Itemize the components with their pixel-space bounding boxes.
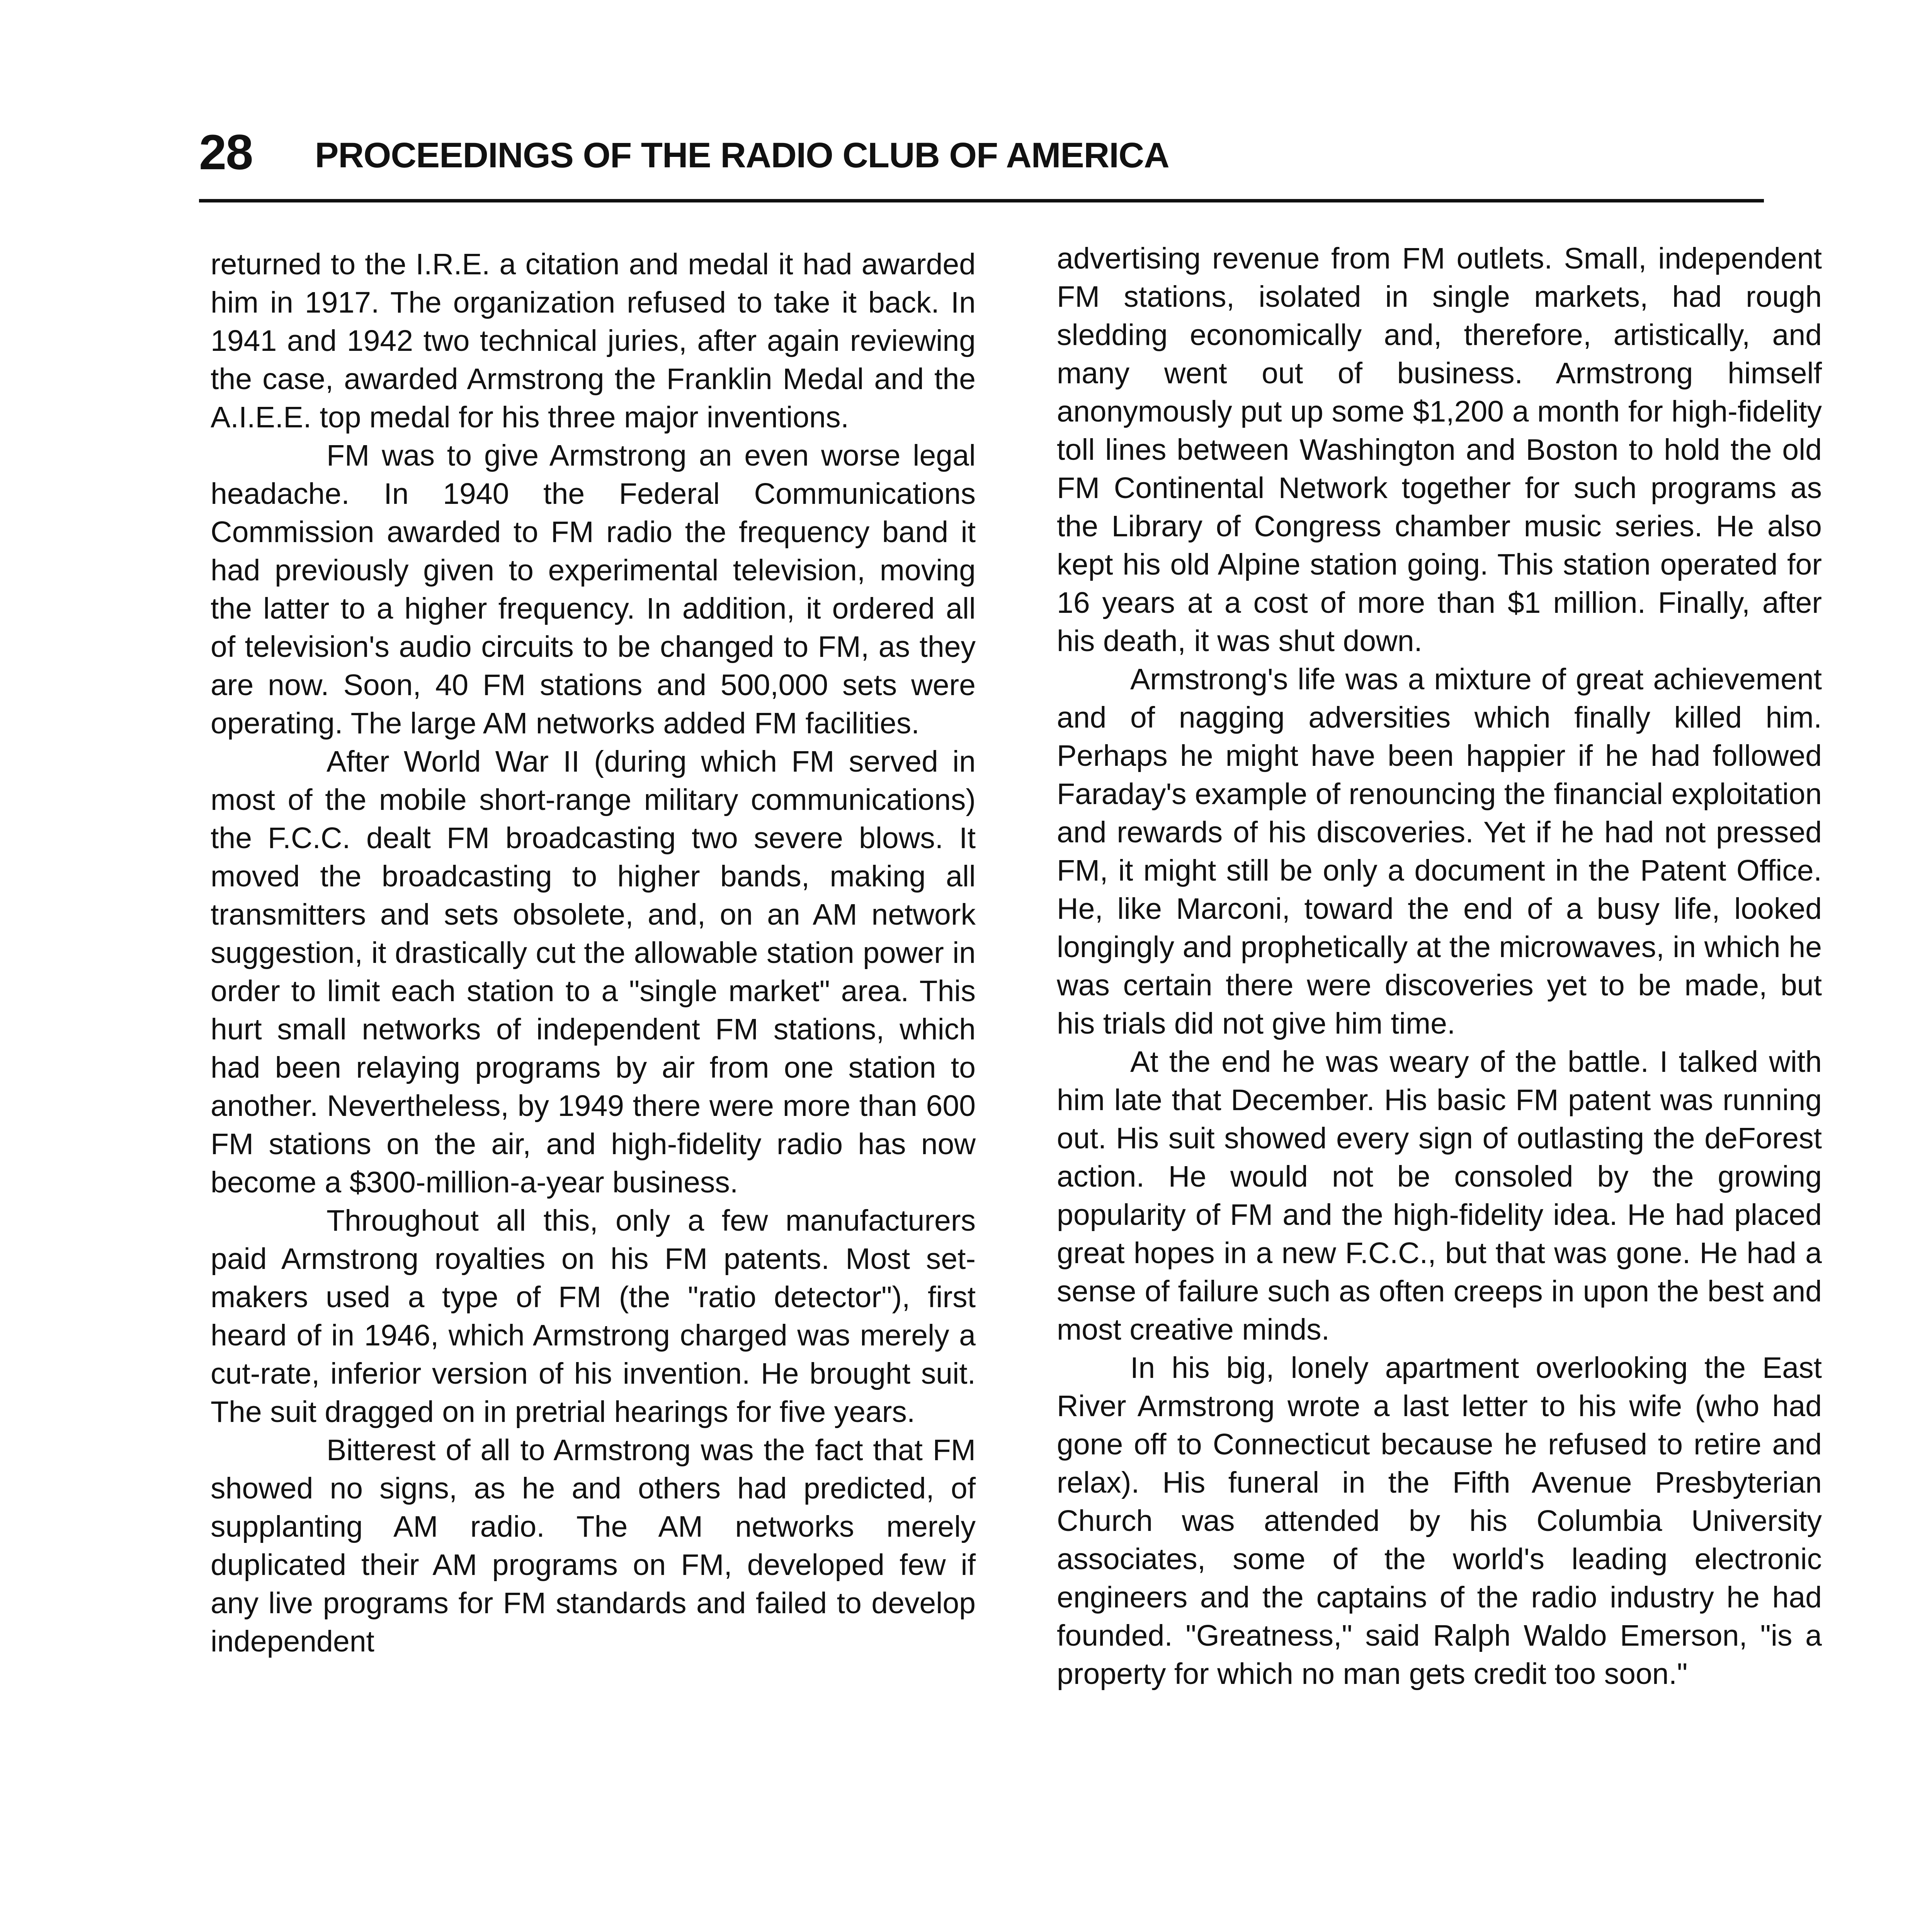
paragraph: After World War II (during which FM served in most of the mobile short-range military communications) the F.C.C. dealt FM broadcasting two severe blows. It moved the broadcasting to higher bands, making all transmitters and sets obsolete, and, on an AM network suggestion, it drastically cut the allowable station power in order to limit each station to a "single market" area. This hurt small networks of independent FM stations, which had been relaying programs by air from one station to another. Nevertheless, by 1949 there were more than 600 FM stations on the air, and high-fidelity radio has now become a $300-million-a-year business. bbox=[211, 745, 976, 1199]
paragraph: Throughout all this, only a few manufacturers paid Armstrong royalties on his FM patents. Most set-makers used a type of FM (the "ratio detector"), first heard of in 1946, which Armstrong charged was merely a cut-rate, inferior version of his invention. He brought suit. The suit dragged on in pretrial hearings for five years. bbox=[211, 1204, 976, 1429]
paragraph: In his big, lonely apartment overlooking the East River Armstrong wrote a last letter to his wife (who had gone off to Connecticut because he refused to retire and relax). His funeral in the Fifth Avenue Presbyterian Church was attended by his Columbia University associates, some of the world's leading electronic engineers and the captains of the radio industry he had founded. "Greatness," said Ralph Waldo Emerson, "is a property for which no man gets credit too soon." bbox=[1057, 1351, 1822, 1690]
paragraph: FM was to give Armstrong an even worse legal headache. In 1940 the Federal Communications Commission awarded to FM radio the frequency band it had previously given to experimental television, moving the latter to a higher frequency. In addition, it ordered all of television's audio circuits to be changed to FM, as they are now. Soon, 40 FM stations and 500,000 sets were operating. The large AM networks added FM facilities. bbox=[211, 439, 976, 740]
paragraph: returned to the I.R.E. a citation and medal it had awarded him in 1917. The organization refused to take it back. In 1941 and 1942 two technical juries, after again reviewing the case, awarded Armstrong the Franklin Medal and the A.I.E.E. top medal for his three major inventions. bbox=[211, 248, 976, 434]
page-number: 28 bbox=[199, 125, 253, 180]
left-column bbox=[211, 245, 976, 1661]
paragraph: advertising revenue from FM outlets. Small, independent FM stations, isolated in single markets, had rough sledding economically and, therefore, artistically, and many went out of business. Armstrong himself anonymously put up some $1,200 a month for high-fidelity toll lines between Washington and Boston to hold the old FM Continental Network together for such programs as the Library of Congress chamber music series. He also kept his old Alpine station going. This station operated for 16 years at a cost of more than $1 million. Finally, after his death, it was shut down. bbox=[1057, 242, 1822, 658]
right-column bbox=[1057, 240, 1822, 1693]
paragraph: At the end he was weary of the battle. I talked with him late that December. His basic FM patent was running out. His suit showed every sign of outlasting the deForest action. He would not be consoled by the growing popularity of FM and the high-fidelity idea. He had placed great hopes in a new F.C.C., but that was gone. He had a sense of failure such as often creeps in upon the best and most creative minds. bbox=[1057, 1045, 1822, 1346]
running-title: PROCEEDINGS OF THE RADIO CLUB OF AMERICA bbox=[315, 136, 1169, 175]
header-rule bbox=[199, 199, 1764, 202]
page-header bbox=[199, 116, 1764, 185]
paragraph: Bitterest of all to Armstrong was the fact that FM showed no signs, as he and others had predicted, of supplanting AM radio. The AM networks merely duplicated their AM programs on FM, developed few if any live programs for FM standards and failed to develop independent bbox=[211, 1434, 976, 1658]
paragraph: Armstrong's life was a mixture of great achievement and of nagging adversities which finally killed him. Perhaps he might have been happier if he had followed Faraday's example of renouncing the financial exploitation and rewards of his discoveries. Yet if he had not pressed FM, it might still be only a document in the Patent Office. He, like Marconi, toward the end of a busy life, looked longingly and prophetically at the microwaves, in which he was certain there were discoveries yet to be made, but his trials did not give him time. bbox=[1057, 663, 1822, 1040]
